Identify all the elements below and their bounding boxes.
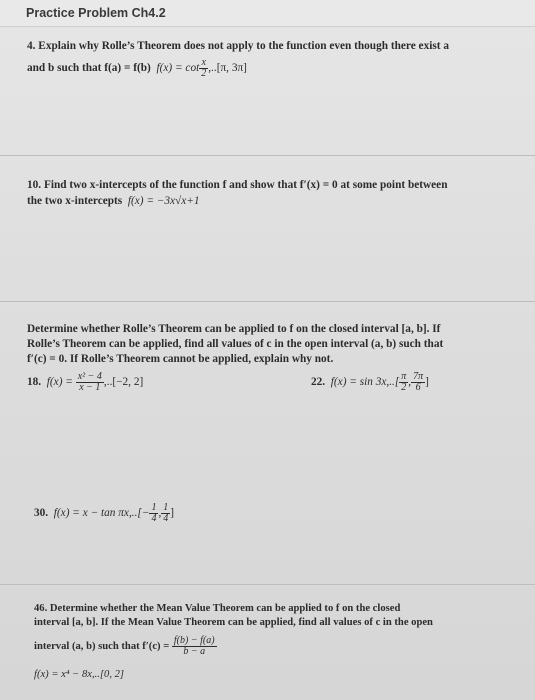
problem-18-label: 18. (27, 376, 42, 389)
divider-3 (0, 584, 535, 585)
problem-46-function: f(x) = x⁴ − 8x,..[0, 2] (34, 669, 125, 680)
problem-22-close: ] (425, 376, 429, 389)
problem-46-line-3 (34, 636, 217, 657)
problem-30-frac1-num: 1 (151, 502, 157, 513)
problem-46-line-2: interval [a, b]. If the Mean Value Theorem can be applied, find all values of c in the open (34, 617, 433, 628)
problem-18-function: f(x) = (46, 376, 73, 389)
problem-4-function: f(x) = cot (156, 62, 200, 75)
problem-4-frac-num: x (199, 58, 208, 69)
page-title: Practice Problem Ch4.2 (26, 6, 166, 20)
divider-1 (0, 155, 535, 156)
problem-10-function: f(x) = −3x√x+1 (127, 195, 200, 207)
problem-22-frac1-den: 2 (401, 382, 407, 393)
problem-22-label: 22. (311, 376, 326, 389)
problem-30-function: f(x) = x − tan πx,..[− (53, 507, 150, 520)
section-instruction-line-3: f′(c) = 0. If Rolle’s Theorem cannot be applied, explain why not. (27, 353, 334, 365)
problem-46-frac-den: b − a (183, 646, 206, 657)
problem-30-close: ] (170, 507, 175, 520)
header-bar (0, 0, 535, 27)
problem-22-frac2-num: 7π (413, 371, 424, 382)
problem-30-label: 30. (34, 507, 49, 520)
problem-4-line-2 (27, 58, 247, 79)
problem-18-interval: ,..[−2, 2] (103, 376, 144, 389)
problem-10-prefix: the two x-intercepts (27, 195, 123, 207)
problem-22-function: f(x) = sin 3x,..[ (330, 376, 400, 389)
section-instruction-line-2: Rolle’s Theorem can be applied, find all values of c in the open interval (a, b) such that (27, 338, 444, 350)
problem-30-frac2-den: 4 (163, 513, 169, 524)
problem-4-interval: ,..[π, 3π] (208, 62, 247, 75)
problem-18-frac-den: x − 1 (79, 382, 101, 393)
divider-2 (0, 301, 535, 302)
problem-22-fraction-1 (399, 372, 408, 393)
problem-22-fraction-2 (411, 372, 425, 393)
problem-18 (27, 372, 143, 393)
problem-4-line-1: 4. Explain why Rolle’s Theorem does not apply to the function even though there exist a (27, 40, 449, 52)
problem-46-frac-num: f(b) − f(a) (173, 635, 215, 646)
problem-22-frac2-den: 6 (415, 382, 421, 393)
problem-22-frac1-num: π (401, 371, 407, 382)
problem-10-line-2 (27, 194, 200, 209)
problem-4-fraction (199, 58, 208, 79)
problem-4-frac-den: 2 (201, 68, 207, 79)
problem-46-line-3-prefix: interval (a, b) such that f′(c) = (34, 640, 170, 652)
problem-10-line-1: 10. Find two x-intercepts of the function f and show that f′(x) = 0 at some point between (27, 179, 448, 191)
problem-30 (34, 503, 174, 524)
problem-30-frac2-num: 1 (163, 502, 169, 513)
problem-22-separator: , (408, 376, 412, 389)
problem-30-fraction-2 (161, 503, 170, 524)
problem-18-frac-num: x² − 4 (77, 371, 102, 382)
problem-46-fraction (172, 636, 217, 657)
problem-46-line-1: 46. Determine whether the Mean Value Theorem can be applied to f on the closed (34, 603, 401, 614)
problem-46-function-line (34, 667, 124, 682)
problem-4-condition: and b such that f(a) = f(b) (27, 62, 151, 75)
problem-30-separator: , (158, 507, 162, 520)
problem-18-fraction (76, 372, 104, 393)
problem-22 (311, 372, 429, 393)
section-instruction-line-1: Determine whether Rolle’s Theorem can be applied to f on the closed interval [a, b]. If (27, 323, 441, 335)
problem-30-frac1-den: 4 (151, 513, 157, 524)
